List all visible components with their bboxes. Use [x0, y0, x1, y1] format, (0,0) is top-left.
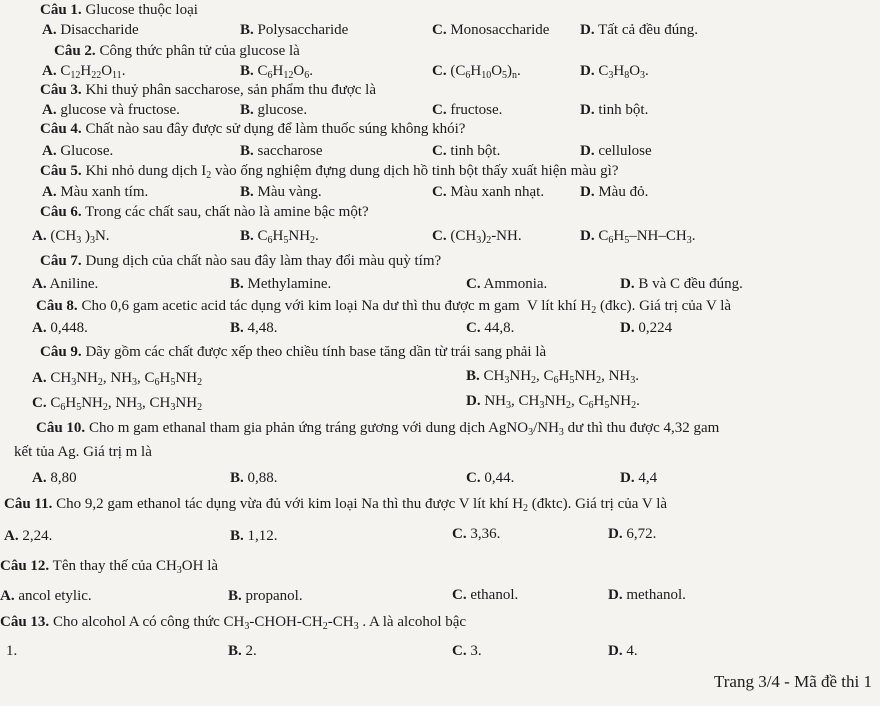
q2-stem: Câu 2. Công thức phân tử của glucose là: [54, 43, 300, 59]
q3-option-b: B. glucose.: [240, 102, 308, 118]
q13-option-b: B. 2.: [228, 643, 257, 659]
q4-option-b: B. saccharose: [240, 143, 323, 159]
q7-option-c: C. Ammonia.: [466, 276, 548, 292]
q9-stem: Câu 9. Dãy gồm các chất được xếp theo chiều tính base tăng dần từ trái sang phải là: [40, 344, 547, 360]
q11-option-c: C. 3,36.: [452, 526, 501, 542]
q8-option-a: A. 0,448.: [32, 320, 88, 336]
q7-option-b: B. Methylamine.: [230, 276, 332, 292]
q3-stem: Câu 3. Khi thuỷ phân saccharose, sản phẩm thu được là: [40, 82, 377, 98]
q9-option-a: A. $CH_3NH_2$, $NH_3$, $C_6H_5NH_2$: [32, 370, 203, 388]
q8-stem: Câu 8. Cho 0,6 gam acetic acid tác dụng với kim loại Na dư thì thu được m gam V lít khí $H_2$ (đkc). Giá trị của V là: [36, 298, 732, 316]
q5-option-c: C. Màu xanh nhạt.: [432, 184, 545, 200]
q10-stem: Câu 10. Cho m gam ethanal tham gia phản ứng tráng gương với dung dịch $AgNO_3/NH_3$ dư thì thu được 4,32 gam: [36, 420, 720, 438]
q6-option-a: A. ($CH_3$ )$_3N$.: [32, 228, 110, 246]
q12-option-a: A. ancol etylic.: [0, 588, 92, 604]
q7-option-d: D. B và C đều đúng.: [620, 276, 743, 292]
q5-option-b: B. Màu vàng.: [240, 184, 322, 200]
q9-option-d: D. $NH_3$, $CH_3NH_2$, $C_6H_5NH_2$.: [466, 393, 640, 411]
q12-stem: Câu 12. Tên thay thế của $CH_3OH$ là: [0, 558, 219, 576]
q10-option-d: D. 4,4: [620, 470, 658, 486]
q7-stem: Câu 7. Dung dịch của chất nào sau đây làm thay đổi màu quỳ tím?: [40, 253, 442, 269]
q8-option-b: B. 4,48.: [230, 320, 278, 336]
q10-option-c: C. 0,44.: [466, 470, 515, 486]
q2-option-a: A. $C_{12}H_{22}O_{11}$.: [42, 63, 126, 81]
q2-option-c: C. $(C_6H_{10}O_5)_n$.: [432, 63, 521, 81]
q1-option-b: B. Polysaccharide: [240, 22, 349, 38]
q10-option-a: A. 8,80: [32, 470, 77, 486]
q6-stem: Câu 6. Trong các chất sau, chất nào là amine bậc một?: [40, 204, 369, 220]
q12-option-b: B. propanol.: [228, 588, 303, 604]
q13-option-c: C. 3.: [452, 643, 482, 659]
q1-option-c: C. Monosaccharide: [432, 22, 550, 38]
q7-option-a: A. Aniline.: [32, 276, 99, 292]
q10-option-b: B. 0,88.: [230, 470, 278, 486]
q4-option-c: C. tinh bột.: [432, 143, 501, 159]
q11-option-a: A. 2,24.: [4, 528, 53, 544]
q3-option-a: A. glucose và fructose.: [42, 102, 180, 118]
q1-option-d: D. Tất cả đều đúng.: [580, 22, 699, 38]
q13-stem: Câu 13. Cho alcohol A có công thức $CH_3-CHOH-CH_2-CH_3$ . A là alcohol bậc: [0, 614, 467, 632]
q13-option-d: D. 4.: [608, 643, 638, 659]
q11-option-b: B. 1,12.: [230, 528, 278, 544]
q9-option-b: B. $CH_3NH_2$, $C_6H_5NH_2$, $NH_3$.: [466, 368, 639, 386]
q6-option-b: B. $C_6H_5NH_2$.: [240, 228, 319, 246]
q5-option-a: A. Màu xanh tím.: [42, 184, 149, 200]
q1-option-a: A. Disaccharide: [42, 22, 139, 38]
q3-option-c: C. fructose.: [432, 102, 503, 118]
page-footer: Trang 3/4 - Mã đề thi 1: [713, 672, 872, 691]
q5-stem: Câu 5. Khi nhỏ dung dịch $I_2$ vào ống nghiệm đựng dung dịch hồ tinh bột thấy xuất hiện màu gì?: [40, 163, 619, 181]
q4-option-a: A. Glucose.: [42, 143, 114, 159]
q1-stem: Câu 1. Glucose thuộc loại: [40, 2, 198, 18]
q10-stem-cont: kết tủa Ag. Giá trị m là: [14, 444, 152, 460]
q6-option-d: D. $C_6H_5-NH-CH_3$.: [580, 228, 696, 246]
q2-option-b: B. $C_6H_{12}O_6$.: [240, 63, 313, 81]
q8-option-d: D. 0,224: [620, 320, 673, 336]
q11-option-d: D. 6,72.: [608, 526, 657, 542]
q6-option-c: C. $(CH_3)_2-NH$.: [432, 228, 522, 246]
q4-stem: Câu 4. Chất nào sau đây được sử dụng để làm thuốc súng không khói?: [40, 121, 466, 137]
q12-option-c: C. ethanol.: [452, 587, 519, 603]
q5-option-d: D. Màu đỏ.: [580, 184, 649, 200]
q9-option-c: C. $C_6H_5NH_2$, $NH_3$, $CH_3NH_2$: [32, 395, 203, 413]
q13-option-a: 1.: [6, 643, 18, 659]
q12-option-d: D. methanol.: [608, 587, 686, 603]
q11-stem: Câu 11. Cho 9,2 gam ethanol tác dụng vừa đủ với kim loại Na thì thu được V lít khí $H_2$ (đktc). Giá trị của V là: [4, 496, 668, 514]
q8-option-c: C. 44,8.: [466, 320, 515, 336]
q4-option-d: D. cellulose: [580, 143, 652, 159]
q2-option-d: D. $C_3H_8O_3$.: [580, 63, 649, 81]
q3-option-d: D. tinh bột.: [580, 102, 649, 118]
